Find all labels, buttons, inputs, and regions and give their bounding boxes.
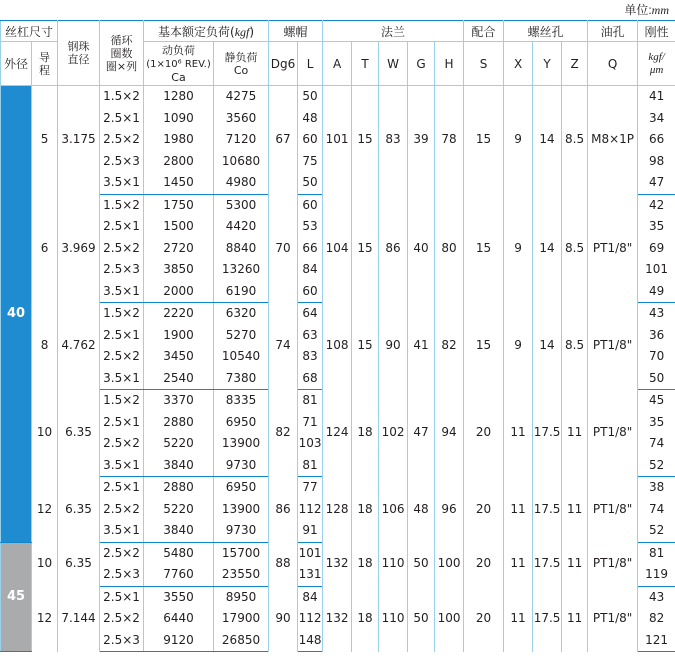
dynamic-load-cell: 5220 — [144, 433, 214, 455]
static-load-cell: 15700 — [214, 542, 269, 564]
static-load-cell: 10680 — [214, 151, 269, 173]
X-cell: 9 — [504, 194, 533, 303]
S-cell: 15 — [464, 194, 504, 303]
L-cell: 53 — [298, 216, 323, 238]
Z-cell: 11 — [562, 477, 588, 543]
hdr-W: W — [379, 42, 408, 86]
table-row — [1, 586, 675, 608]
dynamic-load-cell: 2000 — [144, 281, 214, 303]
ball-dia-cell: 4.762 — [58, 303, 100, 390]
hdr-G: G — [408, 42, 435, 86]
Q-cell: PT1/8" — [588, 586, 638, 652]
ball-dia-cell: 3.969 — [58, 194, 100, 303]
L-cell: 101 — [298, 542, 323, 564]
Q-cell: M8×1P — [588, 86, 638, 195]
dynamic-load-cell: 1750 — [144, 194, 214, 216]
static-load-cell: 13900 — [214, 433, 269, 455]
rigidity-cell: 42 — [638, 194, 675, 216]
hdr-X: X — [504, 42, 533, 86]
dynamic-load-cell: 3840 — [144, 455, 214, 477]
dynamic-load-cell: 3850 — [144, 259, 214, 281]
static-load-cell: 4420 — [214, 216, 269, 238]
Q-cell: PT1/8" — [588, 194, 638, 303]
T-cell: 18 — [352, 542, 379, 586]
lead-cell: 10 — [32, 390, 58, 477]
rigidity-cell: 69 — [638, 238, 675, 260]
G-cell: 39 — [408, 86, 435, 195]
circuits-cell: 2.5×1 — [100, 216, 144, 238]
dynamic-load-cell: 1450 — [144, 172, 214, 194]
rigidity-cell: 35 — [638, 216, 675, 238]
circuits-cell: 2.5×1 — [100, 477, 144, 499]
Y-cell: 17.5 — [533, 390, 562, 477]
dg6-cell: 70 — [269, 194, 298, 303]
lead-cell: 10 — [32, 542, 58, 586]
A-cell: 104 — [323, 194, 352, 303]
rigidity-cell: 34 — [638, 108, 675, 130]
dynamic-load-cell: 2880 — [144, 412, 214, 434]
A-cell: 101 — [323, 86, 352, 195]
hdr-lead: 导 程 — [32, 42, 58, 86]
circuits-cell: 3.5×1 — [100, 281, 144, 303]
dynamic-load-cell: 2880 — [144, 477, 214, 499]
X-cell: 11 — [504, 586, 533, 652]
L-cell: 75 — [298, 151, 323, 173]
rigidity-cell: 43 — [638, 303, 675, 325]
Y-cell: 17.5 — [533, 542, 562, 586]
static-load-cell: 5300 — [214, 194, 269, 216]
H-cell: 100 — [435, 542, 464, 586]
rigidity-cell: 35 — [638, 412, 675, 434]
circuits-cell: 2.5×2 — [100, 608, 144, 630]
rigidity-cell: 74 — [638, 499, 675, 521]
static-load-cell: 10540 — [214, 346, 269, 368]
lead-cell: 12 — [32, 586, 58, 652]
dg6-cell: 90 — [269, 586, 298, 652]
dynamic-load-cell: 1280 — [144, 86, 214, 108]
rigidity-cell: 74 — [638, 433, 675, 455]
circuits-cell: 3.5×1 — [100, 455, 144, 477]
static-load-cell: 8840 — [214, 238, 269, 260]
hdr-bolt-hole: 螺丝孔 — [504, 21, 588, 42]
G-cell: 41 — [408, 303, 435, 390]
static-load-cell: 4980 — [214, 172, 269, 194]
dynamic-load-cell: 2540 — [144, 368, 214, 390]
dynamic-load-cell: 2800 — [144, 151, 214, 173]
circuits-cell: 1.5×2 — [100, 194, 144, 216]
static-load-cell: 26850 — [214, 630, 269, 652]
dynamic-load-cell: 2720 — [144, 238, 214, 260]
L-cell: 66 — [298, 238, 323, 260]
rigidity-cell: 70 — [638, 346, 675, 368]
static-load-cell: 6950 — [214, 412, 269, 434]
static-load-cell: 4275 — [214, 86, 269, 108]
X-cell: 9 — [504, 303, 533, 390]
static-load-cell: 8950 — [214, 586, 269, 608]
L-cell: 83 — [298, 346, 323, 368]
dynamic-load-cell: 1900 — [144, 325, 214, 347]
T-cell: 15 — [352, 303, 379, 390]
W-cell: 83 — [379, 86, 408, 195]
dynamic-load-cell: 3840 — [144, 520, 214, 542]
A-cell: 108 — [323, 303, 352, 390]
L-cell: 131 — [298, 564, 323, 586]
H-cell: 96 — [435, 477, 464, 543]
Z-cell: 11 — [562, 542, 588, 586]
circuits-cell: 2.5×1 — [100, 325, 144, 347]
L-cell: 81 — [298, 390, 323, 412]
hdr-A: A — [323, 42, 352, 86]
ball-dia-cell: 6.35 — [58, 477, 100, 543]
dynamic-load-cell: 3450 — [144, 346, 214, 368]
S-cell: 15 — [464, 303, 504, 390]
H-cell: 80 — [435, 194, 464, 303]
static-load-cell: 6320 — [214, 303, 269, 325]
circuits-cell: 2.5×1 — [100, 108, 144, 130]
Z-cell: 11 — [562, 390, 588, 477]
dynamic-load-cell: 1500 — [144, 216, 214, 238]
S-cell: 20 — [464, 542, 504, 586]
circuits-cell: 2.5×1 — [100, 412, 144, 434]
S-cell: 20 — [464, 586, 504, 652]
G-cell: 47 — [408, 390, 435, 477]
Y-cell: 14 — [533, 194, 562, 303]
rigidity-cell: 101 — [638, 259, 675, 281]
dg6-cell: 74 — [269, 303, 298, 390]
outer-dia-cell: 45 — [1, 542, 32, 652]
rigidity-cell: 98 — [638, 151, 675, 173]
static-load-cell: 7380 — [214, 368, 269, 390]
W-cell: 90 — [379, 303, 408, 390]
static-load-cell: 23550 — [214, 564, 269, 586]
dynamic-load-cell: 6440 — [144, 608, 214, 630]
Y-cell: 17.5 — [533, 586, 562, 652]
lead-cell: 12 — [32, 477, 58, 543]
L-cell: 60 — [298, 129, 323, 151]
lead-cell: 8 — [32, 303, 58, 390]
rigidity-cell: 36 — [638, 325, 675, 347]
hdr-Z: Z — [562, 42, 588, 86]
H-cell: 94 — [435, 390, 464, 477]
hdr-ball-dia: 钢珠 直径 — [58, 21, 100, 86]
L-cell: 84 — [298, 586, 323, 608]
dynamic-load-cell: 1090 — [144, 108, 214, 130]
X-cell: 11 — [504, 390, 533, 477]
hdr-Y: Y — [533, 42, 562, 86]
rigidity-cell: 52 — [638, 520, 675, 542]
Z-cell: 8.5 — [562, 86, 588, 195]
G-cell: 40 — [408, 194, 435, 303]
static-load-cell: 6950 — [214, 477, 269, 499]
L-cell: 71 — [298, 412, 323, 434]
hdr-T: T — [352, 42, 379, 86]
Z-cell: 8.5 — [562, 303, 588, 390]
Y-cell: 14 — [533, 303, 562, 390]
static-load-cell: 17900 — [214, 608, 269, 630]
rigidity-cell: 66 — [638, 129, 675, 151]
W-cell: 102 — [379, 390, 408, 477]
dynamic-load-cell: 2220 — [144, 303, 214, 325]
circuits-cell: 1.5×2 — [100, 86, 144, 108]
L-cell: 103 — [298, 433, 323, 455]
H-cell: 82 — [435, 303, 464, 390]
dynamic-load-cell: 9120 — [144, 630, 214, 652]
T-cell: 15 — [352, 86, 379, 195]
Q-cell: PT1/8" — [588, 542, 638, 586]
T-cell: 18 — [352, 477, 379, 543]
static-load-cell: 5270 — [214, 325, 269, 347]
A-cell: 124 — [323, 390, 352, 477]
hdr-S: S — [464, 42, 504, 86]
circuits-cell: 2.5×2 — [100, 129, 144, 151]
outer-dia-cell: 40 — [1, 86, 32, 543]
ball-dia-cell: 7.144 — [58, 586, 100, 652]
L-cell: 148 — [298, 630, 323, 652]
X-cell: 11 — [504, 542, 533, 586]
L-cell: 63 — [298, 325, 323, 347]
circuits-cell: 2.5×3 — [100, 151, 144, 173]
rigidity-cell: 50 — [638, 368, 675, 390]
ball-dia-cell: 3.175 — [58, 86, 100, 195]
rigidity-cell: 49 — [638, 281, 675, 303]
hdr-oil-hole: 油孔 — [588, 21, 638, 42]
L-cell: 50 — [298, 172, 323, 194]
dg6-cell: 88 — [269, 542, 298, 586]
static-load-cell: 9730 — [214, 455, 269, 477]
hdr-rated-load: 基本额定负荷(kgf) — [144, 21, 269, 42]
hdr-outer-dia: 外径 — [1, 42, 32, 86]
Z-cell: 8.5 — [562, 194, 588, 303]
circuits-cell: 2.5×1 — [100, 586, 144, 608]
L-cell: 112 — [298, 499, 323, 521]
static-load-cell: 13260 — [214, 259, 269, 281]
L-cell: 64 — [298, 303, 323, 325]
rigidity-cell: 81 — [638, 542, 675, 564]
S-cell: 15 — [464, 86, 504, 195]
X-cell: 9 — [504, 86, 533, 195]
W-cell: 86 — [379, 194, 408, 303]
static-load-cell: 8335 — [214, 390, 269, 412]
X-cell: 11 — [504, 477, 533, 543]
hdr-static-load: 静负荷 Co — [214, 42, 269, 86]
hdr-dg6: Dg6 — [269, 42, 298, 86]
hdr-L: L — [298, 42, 323, 86]
circuits-cell: 2.5×2 — [100, 238, 144, 260]
circuits-cell: 1.5×2 — [100, 303, 144, 325]
circuits-cell: 2.5×3 — [100, 564, 144, 586]
S-cell: 20 — [464, 477, 504, 543]
rigidity-cell: 52 — [638, 455, 675, 477]
static-load-cell: 13900 — [214, 499, 269, 521]
L-cell: 91 — [298, 520, 323, 542]
lead-cell: 5 — [32, 86, 58, 195]
H-cell: 78 — [435, 86, 464, 195]
T-cell: 18 — [352, 390, 379, 477]
table-row — [1, 477, 675, 499]
circuits-cell: 2.5×3 — [100, 259, 144, 281]
circuits-cell: 2.5×2 — [100, 346, 144, 368]
hdr-rigidity: 刚性 — [638, 21, 675, 42]
T-cell: 18 — [352, 586, 379, 652]
circuits-cell: 3.5×1 — [100, 520, 144, 542]
W-cell: 106 — [379, 477, 408, 543]
static-load-cell: 6190 — [214, 281, 269, 303]
static-load-cell: 9730 — [214, 520, 269, 542]
Y-cell: 17.5 — [533, 477, 562, 543]
rigidity-cell: 47 — [638, 172, 675, 194]
A-cell: 132 — [323, 586, 352, 652]
lead-cell: 6 — [32, 194, 58, 303]
table-row — [1, 390, 675, 412]
Z-cell: 11 — [562, 586, 588, 652]
L-cell: 68 — [298, 368, 323, 390]
table-row — [1, 194, 675, 216]
table-body — [1, 86, 675, 652]
dynamic-load-cell: 3550 — [144, 586, 214, 608]
ball-screw-spec-table — [0, 20, 675, 652]
circuits-cell: 1.5×2 — [100, 390, 144, 412]
L-cell: 112 — [298, 608, 323, 630]
Q-cell: PT1/8" — [588, 303, 638, 390]
S-cell: 20 — [464, 390, 504, 477]
A-cell: 132 — [323, 542, 352, 586]
hdr-circuits: 循环 圈数 圈×列 — [100, 21, 144, 86]
circuits-cell: 3.5×1 — [100, 172, 144, 194]
L-cell: 50 — [298, 86, 323, 108]
L-cell: 77 — [298, 477, 323, 499]
dynamic-load-cell: 5480 — [144, 542, 214, 564]
L-cell: 60 — [298, 281, 323, 303]
L-cell: 60 — [298, 194, 323, 216]
W-cell: 110 — [379, 542, 408, 586]
hdr-rigidity-unit: kgf/ μm — [638, 42, 675, 86]
table-row — [1, 542, 675, 564]
rigidity-cell: 41 — [638, 86, 675, 108]
hdr-nut: 螺帽 — [269, 21, 323, 42]
Q-cell: PT1/8" — [588, 477, 638, 543]
dynamic-load-cell: 1980 — [144, 129, 214, 151]
A-cell: 128 — [323, 477, 352, 543]
rigidity-cell: 119 — [638, 564, 675, 586]
hdr-Q: Q — [588, 42, 638, 86]
L-cell: 48 — [298, 108, 323, 130]
table-row — [1, 86, 675, 108]
circuits-cell: 2.5×2 — [100, 433, 144, 455]
T-cell: 15 — [352, 194, 379, 303]
ball-dia-cell: 6.35 — [58, 390, 100, 477]
H-cell: 100 — [435, 586, 464, 652]
hdr-dynamic-load: 动负荷 (1×10⁶ REV.) Ca — [144, 42, 214, 86]
rigidity-cell: 121 — [638, 630, 675, 652]
W-cell: 110 — [379, 586, 408, 652]
G-cell: 50 — [408, 586, 435, 652]
L-cell: 84 — [298, 259, 323, 281]
dg6-cell: 86 — [269, 477, 298, 543]
G-cell: 48 — [408, 477, 435, 543]
L-cell: 81 — [298, 455, 323, 477]
circuits-cell: 2.5×2 — [100, 499, 144, 521]
Q-cell: PT1/8" — [588, 390, 638, 477]
dg6-cell: 82 — [269, 390, 298, 477]
hdr-flange: 法兰 — [323, 21, 464, 42]
circuits-cell: 2.5×3 — [100, 630, 144, 652]
unit-note: 单位:mm — [624, 3, 669, 17]
G-cell: 50 — [408, 542, 435, 586]
rigidity-cell: 43 — [638, 586, 675, 608]
static-load-cell: 7120 — [214, 129, 269, 151]
static-load-cell: 3560 — [214, 108, 269, 130]
hdr-H: H — [435, 42, 464, 86]
ball-dia-cell: 6.35 — [58, 542, 100, 586]
circuits-cell: 3.5×1 — [100, 368, 144, 390]
hdr-fit: 配合 — [464, 21, 504, 42]
dynamic-load-cell: 3370 — [144, 390, 214, 412]
rigidity-cell: 45 — [638, 390, 675, 412]
table-row — [1, 303, 675, 325]
dynamic-load-cell: 5220 — [144, 499, 214, 521]
circuits-cell: 2.5×2 — [100, 542, 144, 564]
dg6-cell: 67 — [269, 86, 298, 195]
rigidity-cell: 38 — [638, 477, 675, 499]
Y-cell: 14 — [533, 86, 562, 195]
rigidity-cell: 82 — [638, 608, 675, 630]
hdr-screw-size: 丝杠尺寸 — [1, 21, 58, 42]
dynamic-load-cell: 7760 — [144, 564, 214, 586]
